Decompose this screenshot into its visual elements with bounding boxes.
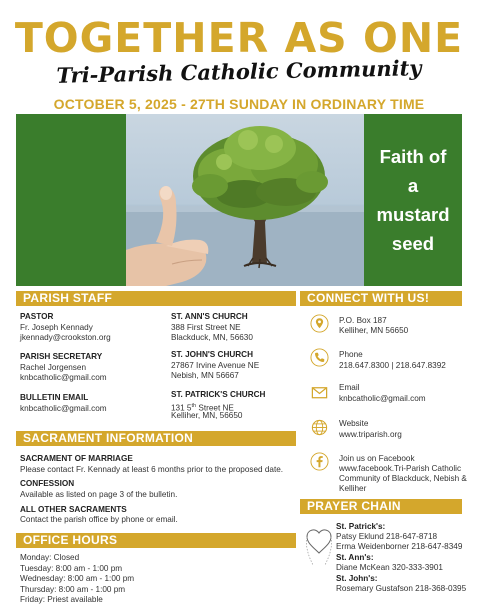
st-patrick-street-number: 131 5: [171, 403, 192, 413]
marriage-text: Please contact Fr. Kennady at least 6 months prior to the proposed date.: [20, 465, 284, 474]
mailing-address-line1: P.O. Box 187: [339, 316, 387, 325]
prayer-member: Rosemary Gustafson 218-368-0395: [336, 584, 467, 593]
website-label: Website: [339, 419, 369, 428]
heart-pendant-icon: [303, 527, 335, 571]
bulletin-email[interactable]: knbcatholic@gmail.com: [20, 404, 107, 413]
pastor-name: Fr. Joseph Kennady: [20, 323, 93, 332]
office-hours-line: Wednesday: 8:00 am - 1:00 pm: [20, 574, 135, 583]
facebook-url-line3[interactable]: Kelliher: [339, 484, 367, 493]
facebook-url-line1[interactable]: www.facebook.Tri-Parish Catholic: [339, 464, 462, 473]
secretary-name: Rachel Jorgensen: [20, 363, 86, 372]
st-patrick-address-line2: Kelliher, MN, 56650: [171, 411, 243, 420]
facebook-url-line2[interactable]: Community of Blackduck, Nebish &: [339, 474, 467, 483]
prayer-member: Patsy Eklund 218-647-8718: [336, 532, 438, 541]
st-john-church-name: ST. JOHN'S CHURCH: [171, 350, 254, 359]
confession-text: Available as listed on page 3 of the bulletin.: [20, 490, 178, 499]
st-patrick-church-name: ST. PATRICK'S CHURCH: [171, 390, 266, 399]
banner-caption-line: a: [407, 175, 419, 196]
masthead-subtitle: Tri-Parish Catholic Community: [56, 55, 422, 88]
envelope-icon: [310, 383, 329, 402]
office-hours-heading: OFFICE HOURS: [16, 533, 296, 548]
confession-label: CONFESSION: [20, 479, 75, 488]
parish-staff-heading: PARISH STAFF: [16, 291, 296, 306]
st-john-address-line2: Nebish, MN 56667: [171, 371, 239, 380]
st-john-address-line1: 27867 Irvine Avenue NE: [171, 361, 260, 370]
banner-green-panel-left: [16, 114, 126, 286]
banner-green-panel-right: [364, 114, 462, 286]
mustard-tree-photo: [126, 114, 364, 286]
st-ann-church-name: ST. ANN'S CHURCH: [171, 312, 248, 321]
secretary-label: PARISH SECRETARY: [20, 352, 103, 361]
st-ann-address-line1: 388 First Street NE: [171, 323, 241, 332]
prayer-chain-heading: PRAYER CHAIN: [300, 499, 462, 514]
office-hours-line: Thursday: 8:00 am - 1:00 pm: [20, 585, 126, 594]
contact-email[interactable]: knbcatholic@gmail.com: [339, 394, 426, 403]
marriage-label: SACRAMENT OF MARRIAGE: [20, 454, 133, 463]
bulletin-email-label: BULLETIN EMAIL: [20, 393, 89, 402]
facebook-icon: [310, 452, 329, 471]
phone-numbers[interactable]: 218.647.8300 | 218.647.8392: [339, 361, 446, 370]
website-url[interactable]: www.triparish.org: [339, 430, 402, 439]
bulletin-date: OCTOBER 5, 2025 - 27TH SUNDAY IN ORDINARY TIME: [53, 96, 425, 112]
facebook-label: Join us on Facebook: [339, 454, 415, 463]
email-label: Email: [339, 383, 360, 392]
other-sacraments-label: ALL OTHER SACRAMENTS: [20, 505, 127, 514]
phone-icon: [310, 348, 329, 367]
banner-caption: [364, 142, 462, 258]
prayer-church-st-ann: St. Ann's:: [336, 553, 374, 562]
other-sacraments-text: Contact the parish office by phone or email.: [20, 515, 178, 524]
prayer-member: Erma Weidenborner 218-647-8349: [336, 542, 463, 551]
pastor-label: PASTOR: [20, 312, 54, 321]
prayer-member: Diane McKean 320-333-3901: [336, 563, 443, 572]
banner-caption-line: seed: [391, 233, 435, 254]
connect-heading: CONNECT WITH US!: [300, 291, 462, 306]
sacrament-heading: SACRAMENT INFORMATION: [16, 431, 296, 446]
office-hours-line: Monday: Closed: [20, 553, 80, 562]
phone-label: Phone: [339, 350, 363, 359]
location-pin-icon: [310, 314, 329, 333]
office-hours-line: Friday: Priest available: [20, 595, 103, 604]
globe-icon: [310, 418, 329, 437]
st-patrick-street-suffix: th: [191, 403, 197, 409]
office-hours-line: Tuesday: 8:00 am - 1:00 pm: [20, 564, 123, 573]
prayer-church-st-john: St. John's:: [336, 574, 378, 583]
prayer-church-st-patrick: St. Patrick's:: [336, 522, 386, 531]
st-patrick-street-name: Street NE: [196, 403, 234, 413]
banner-caption-line: mustard: [376, 204, 450, 225]
secretary-email[interactable]: knbcatholic@gmail.com: [20, 373, 107, 382]
st-ann-address-line2: Blackduck, MN, 56630: [171, 333, 253, 342]
masthead-title: TOGETHER AS ONE: [14, 14, 464, 62]
mailing-address-line2: Kelliher, MN 56650: [339, 326, 409, 335]
pastor-email[interactable]: jkennady@crookston.org: [20, 333, 111, 342]
banner: [16, 114, 462, 286]
tree-hand-illustration: [126, 114, 364, 286]
banner-caption-line: Faith of: [379, 146, 447, 167]
